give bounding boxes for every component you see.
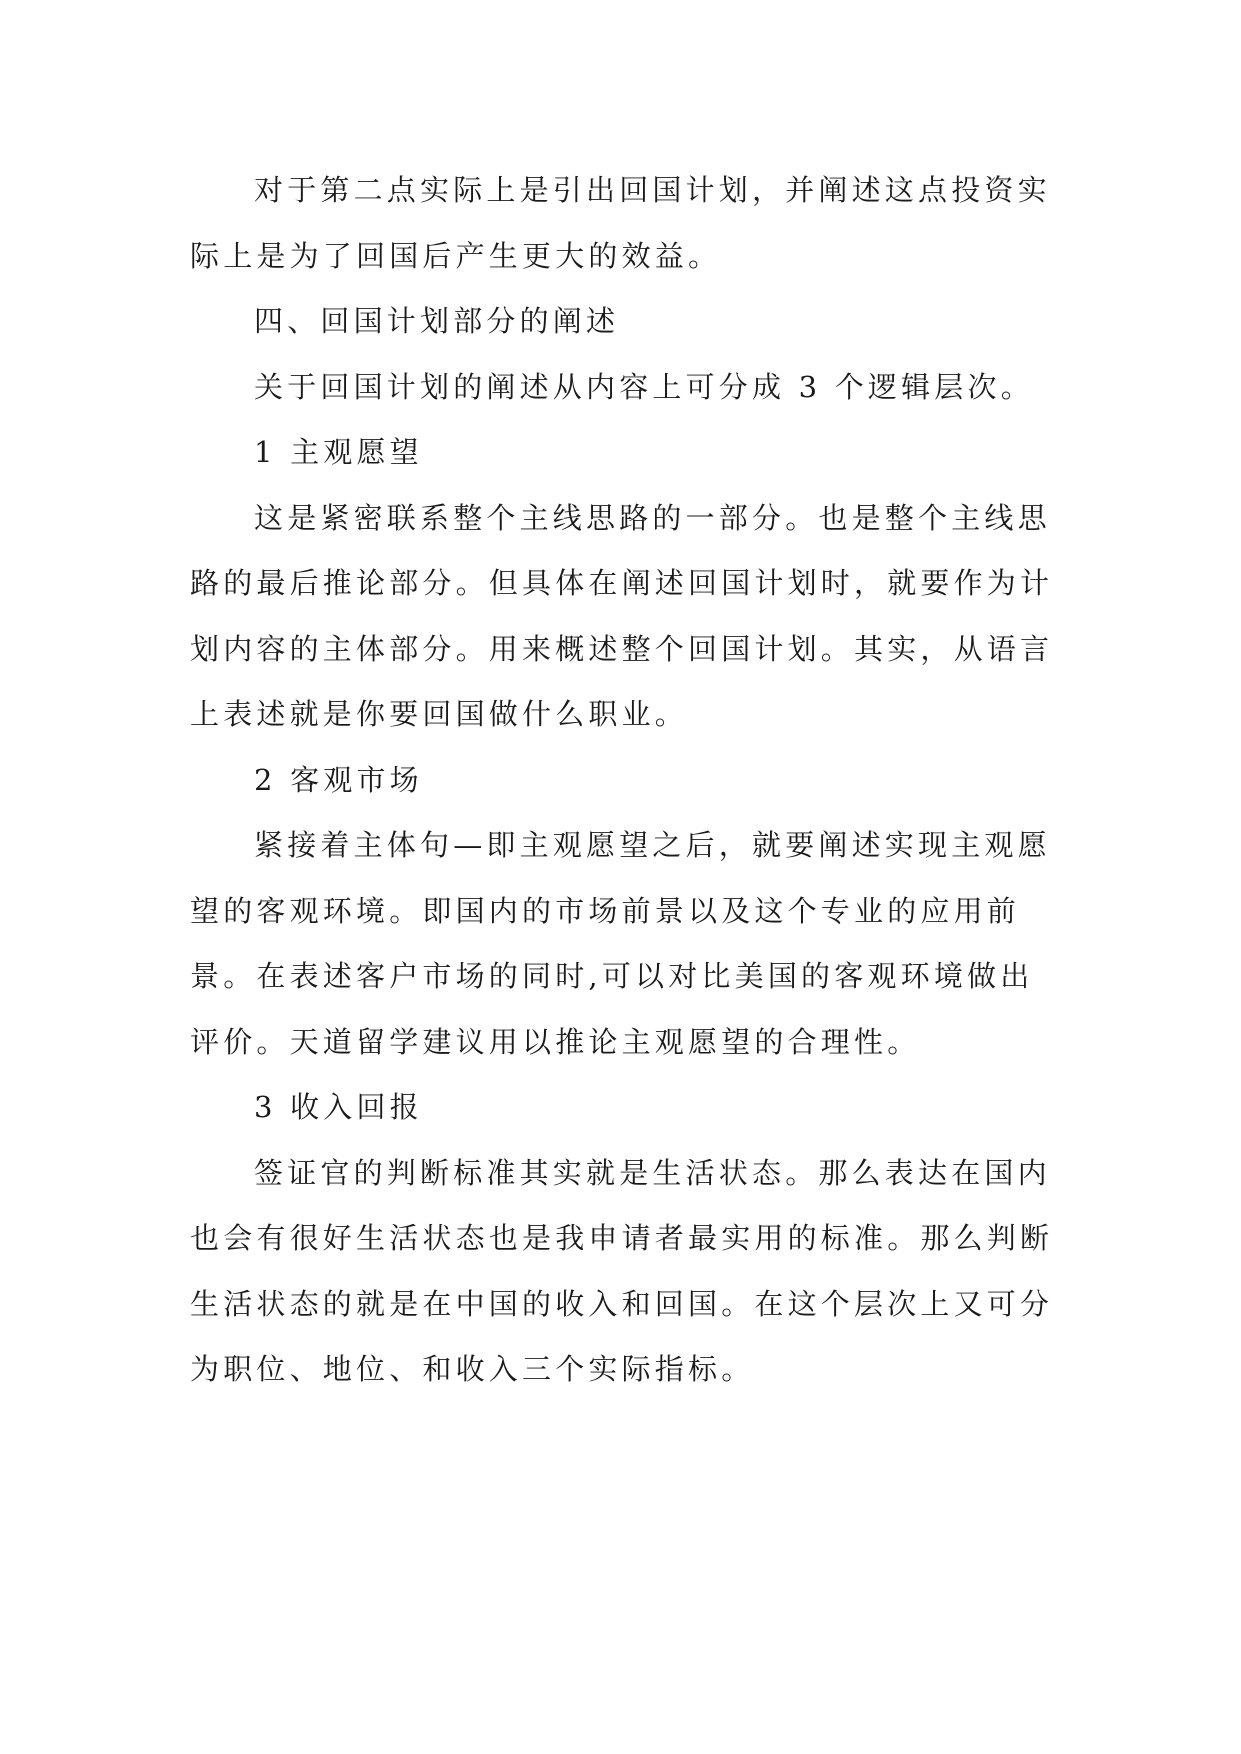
document-body [190,158,1055,1403]
subheading-objective-market: 2 客观市场 [254,762,423,797]
subheading-income-return: 3 收入回报 [254,1090,423,1124]
paragraph-objective-market: 紧接着主体句—即主观愿望之后，就要阐述实现主观愿望的客观环境。即国内的市场前景以及这个专业的应用前景。在表述客户市场的同时,可以对比美国的客观环境做出评价。天道留学建议用以推论主观愿望的合理性。 [190,828,1051,1059]
paragraph-investment-purpose: 对于第二点实际上是引出回国计划，并阐述这点投资实际上是为了回国后产生更大的效益。 [190,173,1051,273]
section-heading-return-plan: 四、回国计划部分的阐述 [254,304,620,338]
paragraph-subjective-wish: 这是紧密联系整个主线思路的一部分。也是整个主线思路的最后推论部分。但具体在阐述回国计划时，就要作为计划内容的主体部分。用来概述整个回国计划。其实，从语言上表述就是你要回国做什么职业。 [190,500,1054,731]
subheading-subjective-wish: 1 主观愿望 [254,435,423,469]
paragraph-return-plan-intro: 关于回国计划的阐述从内容上可分成 3 个逻辑层次。 [254,369,1034,404]
paragraph-income-return: 签证官的判断标准其实就是生活状态。那么表达在国内也会有很好生活状态也是我申请者最实用的标准。那么判断生活状态的就是在中国的收入和回国。在这个层次上又可分为职位、地位、和收入三个实际指标。 [190,1155,1054,1386]
